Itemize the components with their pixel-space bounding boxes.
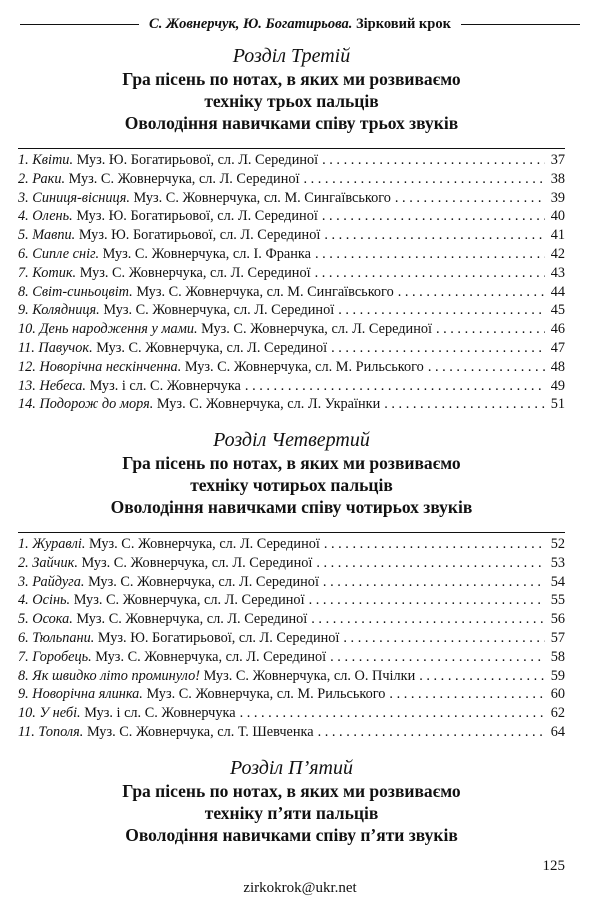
entry-page-number: 52	[550, 536, 565, 552]
entry-page-number: 40	[550, 208, 565, 225]
entry-title: 8. Світ-синьоцвіт.	[18, 283, 133, 300]
toc-entry	[18, 226, 565, 245]
dot-leader	[245, 377, 545, 396]
toc-entry	[18, 377, 565, 396]
entry-title: 9. Новорічна ялинка.	[18, 686, 143, 703]
entry-page-number: 55	[550, 592, 565, 609]
entry-page-number: 62	[550, 705, 565, 722]
entry-title: 7. Котик.	[18, 264, 77, 281]
entry-title: 10. У небі.	[18, 705, 81, 722]
toc-entry	[18, 667, 565, 686]
toc-entry	[18, 151, 565, 170]
entry-page-number: 53	[550, 554, 565, 571]
section-subtitle-line: Оволодіння навичками співу трьох звуків	[124, 113, 459, 133]
entry-title: 5. Мавпи.	[18, 227, 76, 244]
toc-entry	[18, 573, 565, 592]
dot-leader	[315, 245, 545, 264]
entry-page-number: 47	[550, 339, 565, 356]
entry-credits: Муз. С. Жовнерчука, сл. І. Франка	[102, 245, 311, 262]
dot-leader	[419, 667, 545, 686]
entry-page-number: 64	[550, 723, 565, 740]
entry-credits: Муз. і сл. С. Жовнерчука	[89, 377, 241, 394]
header-book-title: Зірковий крок	[355, 15, 451, 32]
dot-leader	[395, 189, 545, 208]
entry-credits: Муз. С. Жовнерчука, сл. Л. Серединої	[76, 611, 308, 628]
section-5	[18, 756, 565, 846]
dot-leader	[338, 301, 545, 320]
entry-credits: Муз. С. Жовнерчука, сл. Л. Серединої	[79, 264, 311, 281]
toc-list	[18, 532, 565, 742]
entry-title: 6. Тюльпани.	[18, 629, 95, 646]
entry-credits: Муз. С. Жовнерчука, сл. Л. Серединої	[95, 648, 327, 665]
dot-leader	[309, 591, 545, 610]
entry-title: 6. Сипле сніг.	[18, 245, 100, 262]
entry-credits: Муз. С. Жовнерчука, сл. Т. Шевченка	[86, 723, 314, 740]
dot-leader	[324, 535, 545, 554]
toc-entry	[18, 170, 565, 189]
entry-credits: Муз. С. Жовнерчука, сл. М. Сингаївського	[133, 189, 391, 206]
section-title: Розділ Четвертий	[213, 429, 370, 451]
entry-title: 7. Горобець.	[18, 648, 92, 665]
dot-leader	[240, 704, 545, 723]
toc-entry	[18, 264, 565, 283]
entry-credits: Муз. С. Жовнерчука, сл. Л. Серединої	[103, 302, 335, 319]
toc-entry	[18, 207, 565, 226]
contact-email: zirkokrok@ukr.net	[243, 880, 357, 896]
dot-leader	[330, 648, 545, 667]
toc-entry	[18, 395, 565, 414]
toc-entry	[18, 283, 565, 302]
entry-title: 13. Небеса.	[18, 377, 86, 394]
toc-entry	[18, 554, 565, 573]
entry-credits: Муз. С. Жовнерчука, сл. О. Пчілки	[203, 667, 416, 684]
entry-page-number: 49	[550, 377, 565, 394]
section-subtitle-line: Гра пісень по нотах, в яких ми розвиваємо	[122, 781, 461, 801]
section-subtitle-line: Оволодіння навичками співу п’яти звуків	[125, 825, 458, 845]
section-title: Розділ Третій	[232, 45, 351, 67]
entry-page-number: 45	[550, 302, 565, 319]
entry-title: 4. Олень.	[18, 208, 73, 225]
header-rule-left	[20, 24, 139, 25]
entry-credits: Муз. С. Жовнерчука, сл. М. Рильського	[184, 358, 424, 375]
entry-page-number: 41	[550, 227, 565, 244]
entry-title: 11. Павучок.	[18, 339, 93, 356]
entry-page-number: 60	[550, 686, 565, 703]
running-header	[20, 14, 580, 34]
toc-entry	[18, 339, 565, 358]
dot-leader	[315, 264, 545, 283]
entry-page-number: 56	[550, 611, 565, 628]
section-subtitle-line: техніку п’яти пальців	[204, 803, 379, 823]
entry-page-number: 37	[550, 152, 565, 168]
dot-leader	[389, 685, 545, 704]
section-subtitle-line: техніку чотирьох пальців	[190, 475, 393, 495]
entry-title: 2. Раки.	[18, 170, 66, 187]
toc-entry	[18, 301, 565, 320]
toc-entry	[18, 648, 565, 667]
dot-leader	[323, 573, 545, 592]
entry-title: 5. Осока.	[18, 611, 73, 628]
toc-entry	[18, 610, 565, 629]
dot-leader	[303, 170, 545, 189]
entry-page-number: 43	[550, 264, 565, 281]
entry-credits: Муз. С. Жовнерчука, сл. Л. Серединої	[96, 339, 328, 356]
toc-entry	[18, 704, 565, 723]
entry-title: 2. Зайчик.	[18, 554, 78, 571]
section-title: Розділ П’ятий	[229, 757, 353, 779]
dot-leader	[436, 320, 545, 339]
section-4	[18, 428, 565, 742]
dot-leader	[311, 610, 545, 629]
entry-title: 11. Тополя.	[18, 723, 84, 740]
dot-leader	[322, 207, 545, 226]
entry-credits: Муз. С. Жовнерчука, сл. Л. Серединої	[88, 573, 319, 590]
entry-credits: Муз. Ю. Богатирьової, сл. Л. Серединої	[97, 629, 340, 646]
toc-entry	[18, 723, 565, 742]
entry-page-number: 57	[550, 629, 565, 646]
entry-title: 14. Подорож до моря.	[18, 396, 154, 413]
entry-title: 8. Як швидко літо проминуло!	[18, 667, 200, 684]
header-text	[139, 16, 461, 33]
entry-page-number: 39	[550, 189, 565, 206]
dot-leader	[316, 554, 545, 573]
entry-credits: Муз. Ю. Богатирьової, сл. Л. Серединої	[76, 152, 319, 168]
entry-page-number: 51	[550, 396, 565, 413]
toc-entry	[18, 591, 565, 610]
entry-title: 10. День народження у мами.	[18, 321, 198, 338]
entry-credits: Муз. С. Жовнерчука, сл. Л. Серединої	[201, 321, 432, 338]
entry-title: 9. Колядниця.	[18, 302, 100, 319]
section-subtitle-line: техніку трьох пальців	[204, 91, 379, 111]
entry-credits: Муз. Ю. Богатирьової, сл. Л. Серединої	[78, 227, 321, 244]
dot-leader	[324, 226, 545, 245]
toc-entry	[18, 320, 565, 339]
toc-entry	[18, 358, 565, 377]
dot-leader	[428, 358, 545, 377]
section-3	[18, 44, 565, 414]
dot-leader	[384, 395, 545, 414]
entry-title: 4. Осінь.	[18, 592, 71, 609]
entry-credits: Муз. С. Жовнерчука, сл. Л. Українки	[156, 396, 381, 413]
section-subtitle-line: Гра пісень по нотах, в яких ми розвиваємо	[122, 453, 461, 473]
entry-page-number: 54	[550, 573, 565, 590]
entry-title: 3. Синиця-вісниця.	[18, 189, 130, 206]
toc-entry	[18, 629, 565, 648]
entry-page-number: 59	[550, 667, 565, 684]
entry-page-number: 46	[550, 321, 565, 338]
entry-page-number: 42	[550, 245, 565, 262]
entry-credits: Муз. С. Жовнерчука, сл. Л. Серединої	[73, 592, 305, 609]
dot-leader	[331, 339, 545, 358]
entry-page-number: 58	[550, 648, 565, 665]
section-subtitle-line: Гра пісень по нотах, в яких ми розвиваємо	[122, 69, 461, 89]
entry-credits: Муз. і сл. С. Жовнерчука	[84, 705, 236, 722]
toc-list	[18, 148, 565, 414]
entry-credits: Муз. С. Жовнерчука, сл. Л. Серединої	[81, 554, 313, 571]
entry-title: 12. Новорічна нескінченна.	[18, 358, 182, 375]
entry-credits: Муз. С. Жовнерчука, сл. М. Рильського	[146, 686, 386, 703]
dot-leader	[343, 629, 545, 648]
dot-leader	[322, 151, 545, 170]
entry-title: 1. Журавлі.	[18, 536, 86, 552]
toc-entry	[18, 535, 565, 554]
toc-entry	[18, 189, 565, 208]
page-number: 125	[542, 858, 565, 874]
toc-entry	[18, 685, 565, 704]
entry-credits: Муз. Ю. Богатирьової, сл. Л. Серединої	[76, 208, 318, 225]
entry-title: 1. Квіти.	[18, 152, 74, 168]
section-subtitle-line: Оволодіння навичками співу чотирьох звуків	[110, 497, 473, 517]
dot-leader	[318, 723, 545, 742]
entry-credits: Муз. С. Жовнерчука, сл. Л. Серединої	[89, 536, 320, 552]
toc-entry	[18, 245, 565, 264]
entry-page-number: 48	[550, 358, 565, 375]
entry-page-number: 38	[550, 170, 565, 187]
header-authors: С. Жовнерчук, Ю. Богатирьова.	[149, 15, 353, 32]
header-rule-right	[461, 24, 580, 25]
dot-leader	[398, 283, 545, 302]
entry-title: 3. Райдуга.	[18, 573, 85, 590]
entry-page-number: 44	[550, 283, 565, 300]
entry-credits: Муз. С. Жовнерчука, сл. Л. Серединої	[68, 170, 300, 187]
entry-credits: Муз. С. Жовнерчука, сл. М. Сингаївського	[136, 283, 394, 300]
